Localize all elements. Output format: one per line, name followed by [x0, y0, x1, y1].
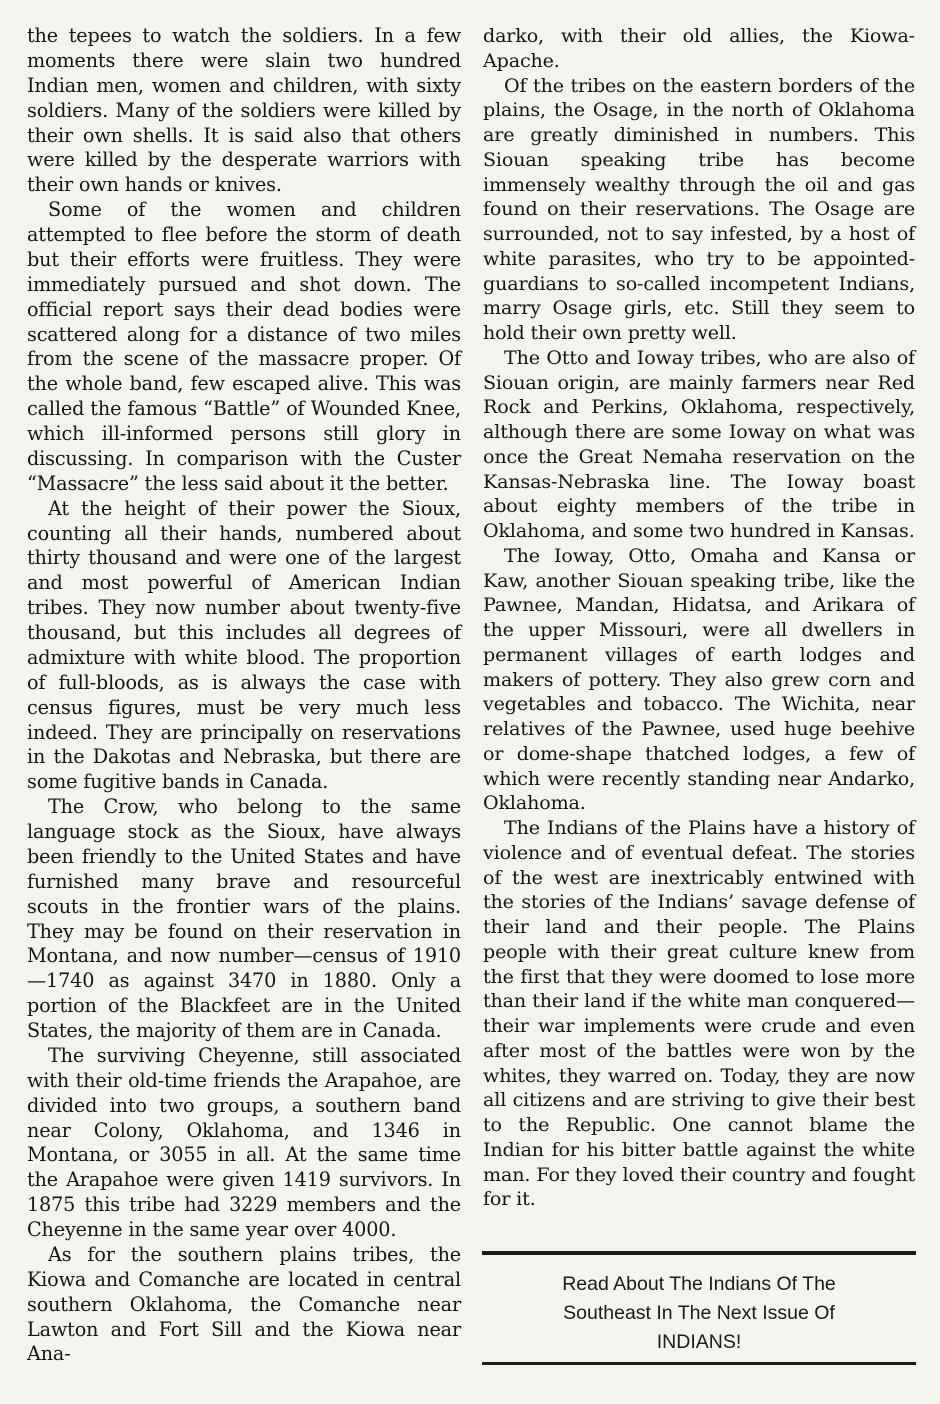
announcement-line: Southeast In The Next Issue Of	[563, 1302, 835, 1324]
paragraph: The Indians of the Plains have a history of violence and of eventual defeat. The stories of the west are inextricably entwined with the stories of the Indians’ savage defense of their land and their people. The Plains people with their great culture knew from the first that they were doomed to lose more than their land if the white man conquered—their war implements were crude and even after most of the battles were won by the whites, they warred on. Today, they are now all citizens and are striving to give their best to the Republic. One cannot blame the Indian for his bitter battle against the white man. For they loved their country and fought for it.	[483, 816, 915, 1211]
paragraph: Some of the women and children attempted to flee before the storm of death but their efforts were fruitless. They were immediately pursued and shot down. The official report says their dead bodies were scattered along for a distance of two miles from the scene of the massacre proper. Of the whole band, few escaped alive. This was called the famous “Battle” of Wounded Knee, which ill-informed persons still glory in discussing. In comparison with the Custer “Massacre” the less said about it the better.	[27, 198, 461, 495]
paragraph: At the height of their power the Sioux, counting all their hands, numbered about thirty thousand and were one of the largest and most powerful of American Indian tribes. They now number about twenty-five thousand, but this includes all degrees of admixture with white blood. The proportion of full-bloods, as is always the case with census figures, must be very much less indeed. They are principally on reservations in the Dakotas and Nebraska, but there are some fugitive bands in Canada.	[27, 496, 461, 794]
paragraph: darko, with their old allies, the Kiowa-Apache.	[483, 24, 915, 72]
right-text-column	[483, 24, 915, 1212]
paragraph: The Ioway, Otto, Omaha and Kansa or Kaw, another Siouan speaking tribe, like the Pawnee, Mandan, Hidatsa, and Arikara of the upper Missouri, were all dwellers in permanent villages of earth lodges and makers of pottery. They also grew corn and vegetables and tobacco. The Wichita, near relatives of the Pawnee, used huge beehive or dome-shape thatched lodges, a few of which were recently standing near Andarko, Oklahoma.	[483, 543, 915, 815]
paragraph: The Otto and Ioway tribes, who are also of Siouan origin, are mainly farmers near Red Rock and Perkins, Oklahoma, respectively, although there are some Ioway on what was once the Great Nemaha reservation on the Kansas-Nebraska line. The Ioway boast about eighty members of the tribe in Oklahoma, and some two hundred in Kansas.	[483, 345, 915, 542]
paragraph: Of the tribes on the eastern borders of the plains, the Osage, in the north of Oklahoma are greatly diminished in numbers. This Siouan speaking tribe has become immensely wealthy through the oil and gas found on their reservations. The Osage are surrounded, not to say infested, by a host of white parasites, who try to be appointed-guardians to so-called incompetent Indians, marry Osage girls, etc. Still they seem to hold their own pretty well.	[483, 73, 915, 344]
left-text-column	[27, 24, 461, 1367]
paragraph: the tepees to watch the soldiers. In a few moments there were slain two hundred Indian men, women and children, with sixty soldiers. Many of the soldiers were killed by their own shells. It is said also that others were killed by the desperate warriors with their own hands or knives.	[27, 24, 461, 197]
divider-rule-top	[482, 1251, 916, 1255]
announcement-line: Read About The Indians Of The	[562, 1273, 836, 1295]
announcement-title: INDIANS!	[656, 1331, 742, 1353]
divider-rule-bottom	[482, 1362, 916, 1365]
paragraph: The Crow, who belong to the same language stock as the Sioux, have always been friendly to the United States and have furnished many brave and resourceful scouts in the frontier wars of the plains. They may be found on their reservation in Montana, and now number—census of 1910—1740 as against 3470 in 1880. Only a portion of the Blackfeet are in the United States, the majority of them are in Canada.	[27, 795, 461, 1042]
paragraph: As for the southern plains tribes, the Kiowa and Comanche are located in central southern Oklahoma, the Comanche near Lawton and Fort Sill and the Kiowa near Ana-	[27, 1242, 461, 1366]
next-issue-announcement	[482, 1270, 916, 1357]
paragraph: The surviving Cheyenne, still associated with their old-time friends the Arapahoe, are divided into two groups, a southern band near Colony, Oklahoma, and 1346 in Montana, or 3055 in all. At the same time the Arapahoe were given 1419 survivors. In 1875 this tribe had 3229 members and the Cheyenne in the same year over 4000.	[27, 1043, 461, 1241]
